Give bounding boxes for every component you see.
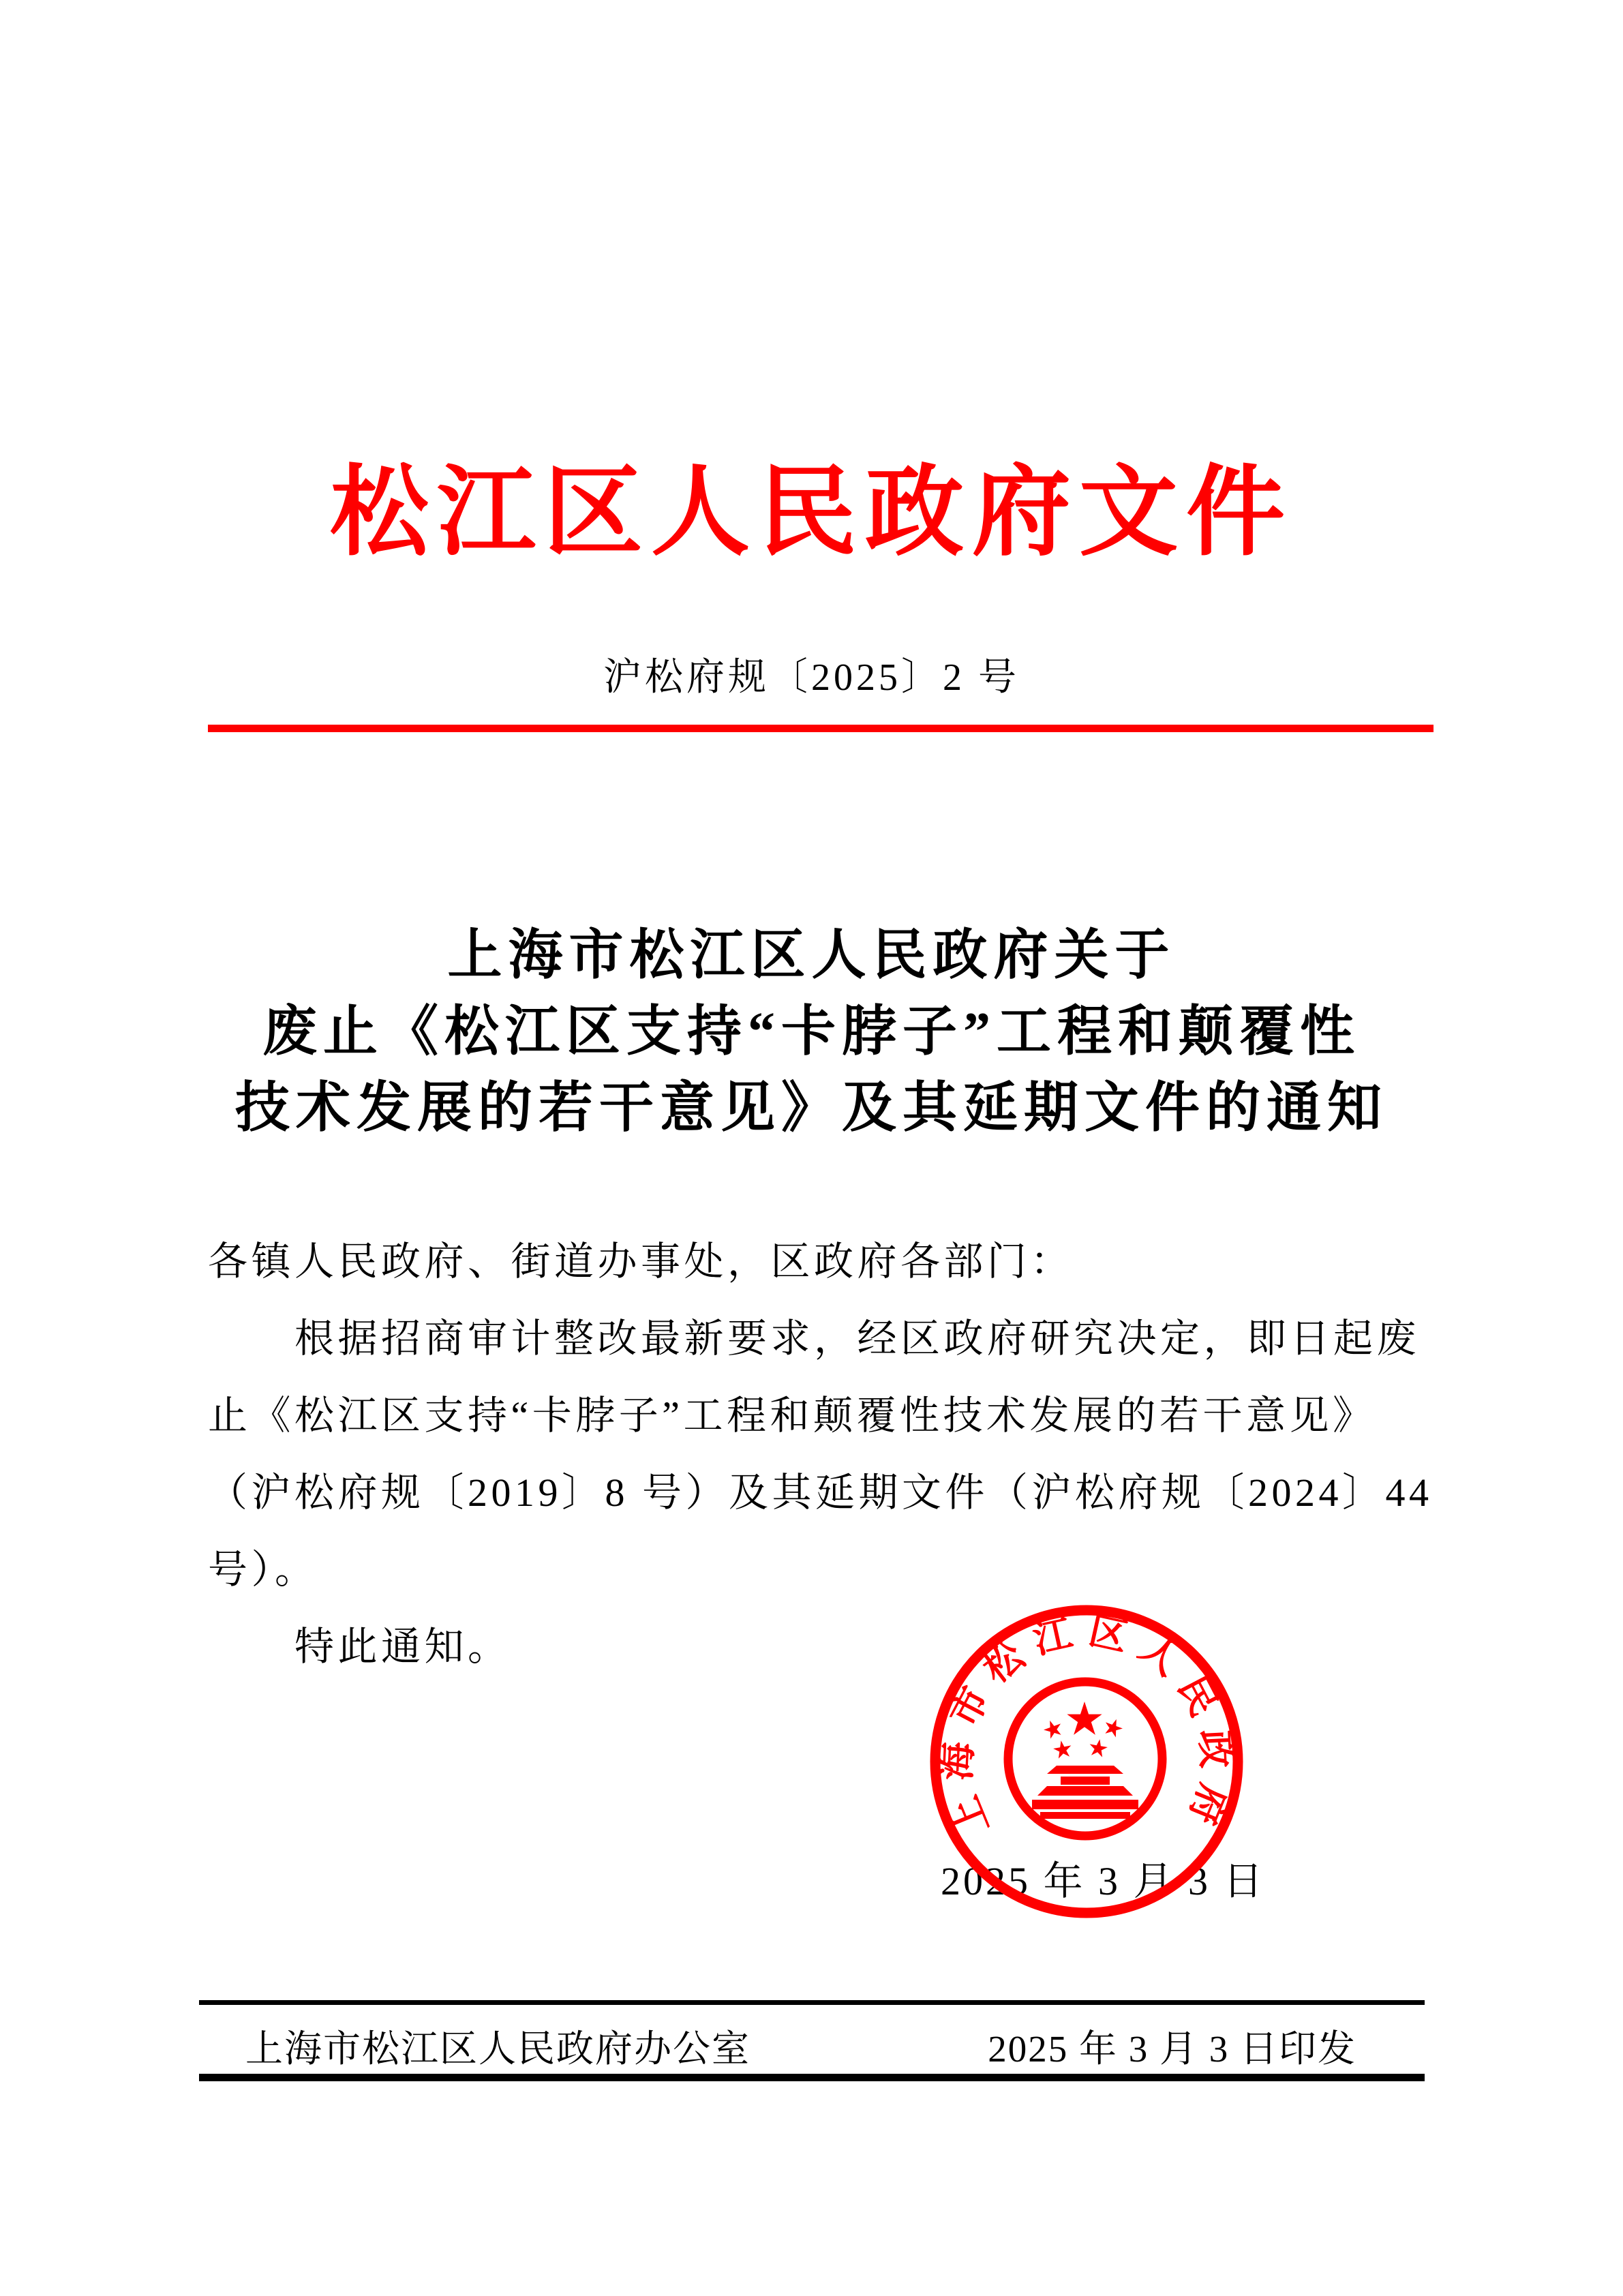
- document-title-line-3: 技术发展的若干意见》及其延期文件的通知: [235, 1078, 1388, 1138]
- paragraph-line-4: 号）。: [208, 1547, 318, 1592]
- paragraph-line-1: 根据招商审计整改最新要求，经区政府研究决定，即日起废: [294, 1316, 1421, 1361]
- seal-star-small-icon: [1052, 1739, 1073, 1759]
- official-seal: [927, 1602, 1247, 1922]
- seal-star-small-icon: [1042, 1717, 1065, 1740]
- seal-national-emblem-icon: [1008, 1682, 1162, 1836]
- seal-gate-icon: [1032, 1766, 1138, 1819]
- closing-line: 特此通知。: [294, 1625, 511, 1669]
- letterhead-org-title: 松江区人民政府文件: [330, 459, 1293, 568]
- document-body: [208, 1223, 1435, 1685]
- document-title-line-2: 废止《松江区支持“卡脖子”工程和颠覆性: [262, 1002, 1361, 1062]
- document-number: 沪松府规〔2025〕2 号: [603, 656, 1020, 699]
- seal-star-small-icon: [1088, 1738, 1109, 1758]
- seal-arc-text: 上海市松江区人民政府: [936, 1610, 1237, 1841]
- salutation-line: 各镇人民政府、街道办事处，区政府各部门：: [208, 1239, 1074, 1284]
- footer-rule-bottom: [199, 2074, 1425, 2081]
- footer-row: [199, 2021, 1425, 2070]
- footer-issuer: 上海市松江区人民政府办公室: [245, 2027, 751, 2070]
- seal-star-small-icon: [1102, 1716, 1125, 1738]
- paragraph-line-2: 止《松江区支持“卡脖子”工程和颠覆性技术发展的若干意见》: [208, 1393, 1376, 1438]
- paragraph-line-3: （沪松府规〔2019〕8 号）及其延期文件（沪松府规〔2024〕44: [208, 1470, 1433, 1515]
- signature-date: 2025 年 3 月 3 日: [941, 1859, 1266, 1903]
- letterhead-red-rule: [208, 725, 1434, 732]
- footer-print-date: 2025 年 3 月 3 日印发: [988, 2027, 1356, 2070]
- footer-rule-top: [199, 2000, 1425, 2005]
- seal-star-big-icon: [1067, 1702, 1102, 1735]
- document-title: [0, 918, 1623, 1147]
- document-title-line-1: 上海市松江区人民政府关于: [447, 926, 1176, 986]
